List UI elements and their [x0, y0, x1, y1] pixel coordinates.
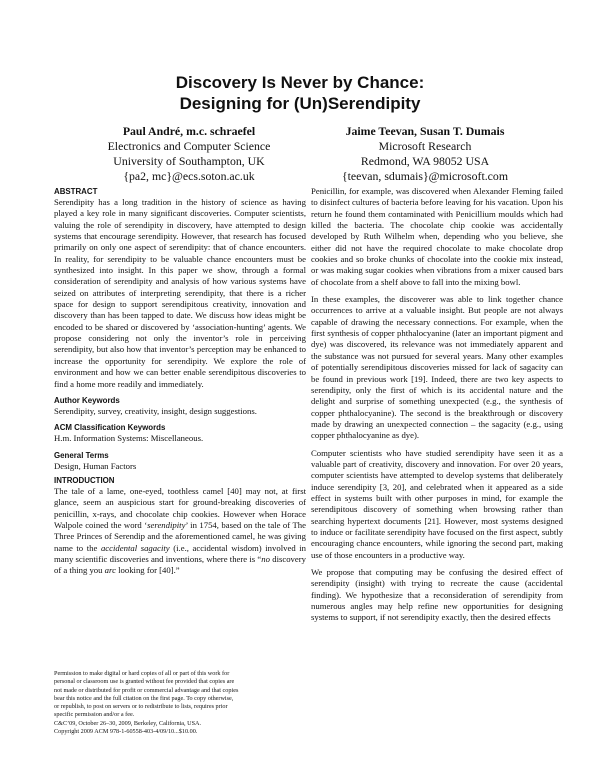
acm-heading: ACM Classification Keywords — [54, 423, 166, 433]
author-block-right — [300, 124, 550, 184]
introduction-heading: INTRODUCTION — [54, 475, 115, 485]
terms-heading: General Terms — [54, 450, 109, 460]
author-block-left — [64, 124, 314, 184]
author-email: {pa2, mc}@ecs.soton.ac.uk — [123, 169, 255, 183]
permission-line: not made or distributed for profit or commercial advantage and that copies — [54, 686, 239, 694]
author-organization: University of Southampton, UK — [113, 154, 265, 168]
keywords-heading: Author Keywords — [54, 395, 120, 405]
copyright-line: Copyright 2009 ACM 978-1-60558-403-4/09/10...$10.00. — [54, 727, 198, 735]
intro-italic: accidental sagacity — [100, 542, 170, 553]
body-paragraph-4: We propose that computing may be confusing the desired effect of serendipity (insight) with trying to recreate the cause (accidental finding). We hypothesize that a reconsideration of serendipity from numerous angles may help refine new opportunities for designing systems to support, if not serendipity exactly, then the desired effects — [311, 567, 563, 623]
introduction-paragraph: The tale of a lame, one-eyed, toothless camel [40] may not, at first glance, seem an auspicious start for ground-breaking discoveries of penicillin, x-rays, and chocolate chip cookies. However when Horace Walpole coined the word ‘serendipity’ in 1754, based on the tale of The Three Princes of Serendip and the aforementioned camel, he was giving name to the accidental sagacity (i.e., accidental wisdom) involved in many scientific discoveries and inventions, where there is “no discovery of a thing you arc looking for [40].” — [54, 485, 307, 576]
abstract-text: Serendipity has a long tradition in the history of science as having played a key role in many significant discoveries. Computer scientists, valuing the role of serendipity in discovery, have attempted to design systems that encourage serendipity. However, that research has focused primarily on only one aspect of serendipity: that of chance encounters. In reality, for serendipity to be valuable chance encounters must be synthesized into insight. In this paper we show, through a formal consideration of serendipity and analysis of how various systems have seized on attributes of interpreting serendipity, that there is a richer space for design to support serendipitous creativity, innovation and discovery than has been tapped to date. We discuss how ideas might be encoded to be shared or discovered by ‘association-hunting’ agents. We propose considering not only the inventor’s role in perceiving serendipity, but also how that inventor’s perception may be enhanced to increase the opportunity for serendipity. We explore the role of environment and how we can better enable serendipitous discoveries to find a home more readily and immediately. — [54, 197, 306, 389]
author-organization: Redmond, WA 98052 USA — [360, 154, 490, 168]
permission-line: specific permission and/or a fee. — [54, 711, 135, 719]
acm-text: H.m. Information Systems: Miscellaneous. — [54, 433, 204, 444]
permission-line: or republish, to post on servers or to redistribute to lists, requires prior — [54, 703, 228, 710]
permission-line: Permission to make digital or hard copies of all or part of this work for — [54, 670, 230, 677]
intro-text-d: discovery of a thing you — [54, 553, 306, 576]
keywords-text: Serendipity, survey, creativity, insight, design suggestions. — [54, 405, 257, 416]
author-department: Electronics and Computer Science — [107, 139, 271, 153]
intro-text-e: looking for [40].” — [115, 565, 180, 576]
intro-arc: arc — [104, 565, 116, 576]
conference-line: C&C’09, October 26–30, 2009, Berkeley, California, USA. — [54, 719, 202, 727]
right-column — [311, 186, 563, 624]
author-department: Microsoft Research — [378, 139, 472, 153]
title-line-1: Discovery Is Never by Chance: — [175, 73, 425, 92]
body-paragraph-1: Penicillin, for example, was discovered when Alexander Fleming failed to disinfect cultures of bacteria before leaving for his vacation. Upon his return he found them contaminated with Penicillium moulds which had killed the bacteria. The chocolate chip cookie was accidentally developed by Ruth Wilhelm when, depending who you believe, she either did not have the required chocolate to make chocolate drop cookies and so broke chunks of chocolate into the cookie mix instead, or was making sugar cookies when vibrations from a mixer caused bars of chocolate from a shelf above to fall into the mixing bowl. — [311, 186, 563, 287]
body-paragraph-2: In these examples, the discoverer was able to link together chance occurrences to arrive at a valuable insight. But people are not always capable of drawing the necessary connections. For example, when the first synthesis of copper phthalocyanine (later an important pigment and dye) was discovered, its relevance was not immediately apparent and the substance was not pursued for several years. Many other examples of potentially serendipitous discoveries missed for lack of sagacity can be found in previous work [19]. Indeed, there are two key aspects to serendipity, only the first of which is its accidental nature and the delight and surprise of something unexpected (e.g., the synthesis of copper phthalocyanine). The second is the breakthrough or discovery made by drawing an unexpected connection – the sagacity (e.g., using copper phthalocyanine as dye). — [311, 294, 563, 441]
permission-line: personal or classroom use is granted without fee provided that copies are — [54, 678, 235, 686]
author-names: Jaime Teevan, Susan T. Dumais — [345, 124, 505, 138]
permission-notice — [54, 670, 306, 736]
left-column — [54, 186, 306, 577]
terms-text: Design, Human Factors — [54, 460, 137, 471]
title-line-2: Designing for (Un)Serendipity — [179, 94, 421, 113]
permission-line: bear this notice and the full citation on the first page. To copy otherwise, — [54, 694, 234, 702]
intro-no: no — [261, 553, 270, 564]
author-email: {teevan, sdumais}@microsoft.com — [341, 169, 508, 183]
intro-text-a: The tale of a lame, one-eyed, toothless camel [40] may not, at first glance, seem an auspicious start for ground-breaking discoveries of penicillin, x-rays, and chocolate chip cookies. However when Horace Walpole coined the word — [54, 485, 306, 530]
intro-term: serendipity — [147, 519, 186, 530]
body-paragraph-3: Computer scientists who have studied serendipity have seen it as a valuable part of creativity, discovery and innovation. For over 20 years, computer scientists have attempted to develop systems that deliberately induce serendipity [3, 20], and celebrated when it appeared as a side effect in systems built with other purposes in mind, for example the serendipitous discovery of something when browsing rather than searching hypertext documents [21]. However, most systems designed to induce or facilitate serendipity have focused on the first aspect, subtly encouraging chance encounters, while ignoring the second part, making use of those encounters in a productive way. — [311, 447, 563, 560]
author-names: Paul André, m.c. schraefel — [122, 124, 256, 138]
intro-text-c: (i.e., accidental wisdom) involved in many scientific discoveries and inventions, where there is “ — [54, 542, 307, 564]
intro-text-b: in 1754, based on the tale of The Three Princes of Serendip and the aforementioned camel, he was giving name to the — [54, 519, 306, 553]
abstract-heading: ABSTRACT — [54, 187, 98, 196]
paper-title — [0, 72, 600, 114]
